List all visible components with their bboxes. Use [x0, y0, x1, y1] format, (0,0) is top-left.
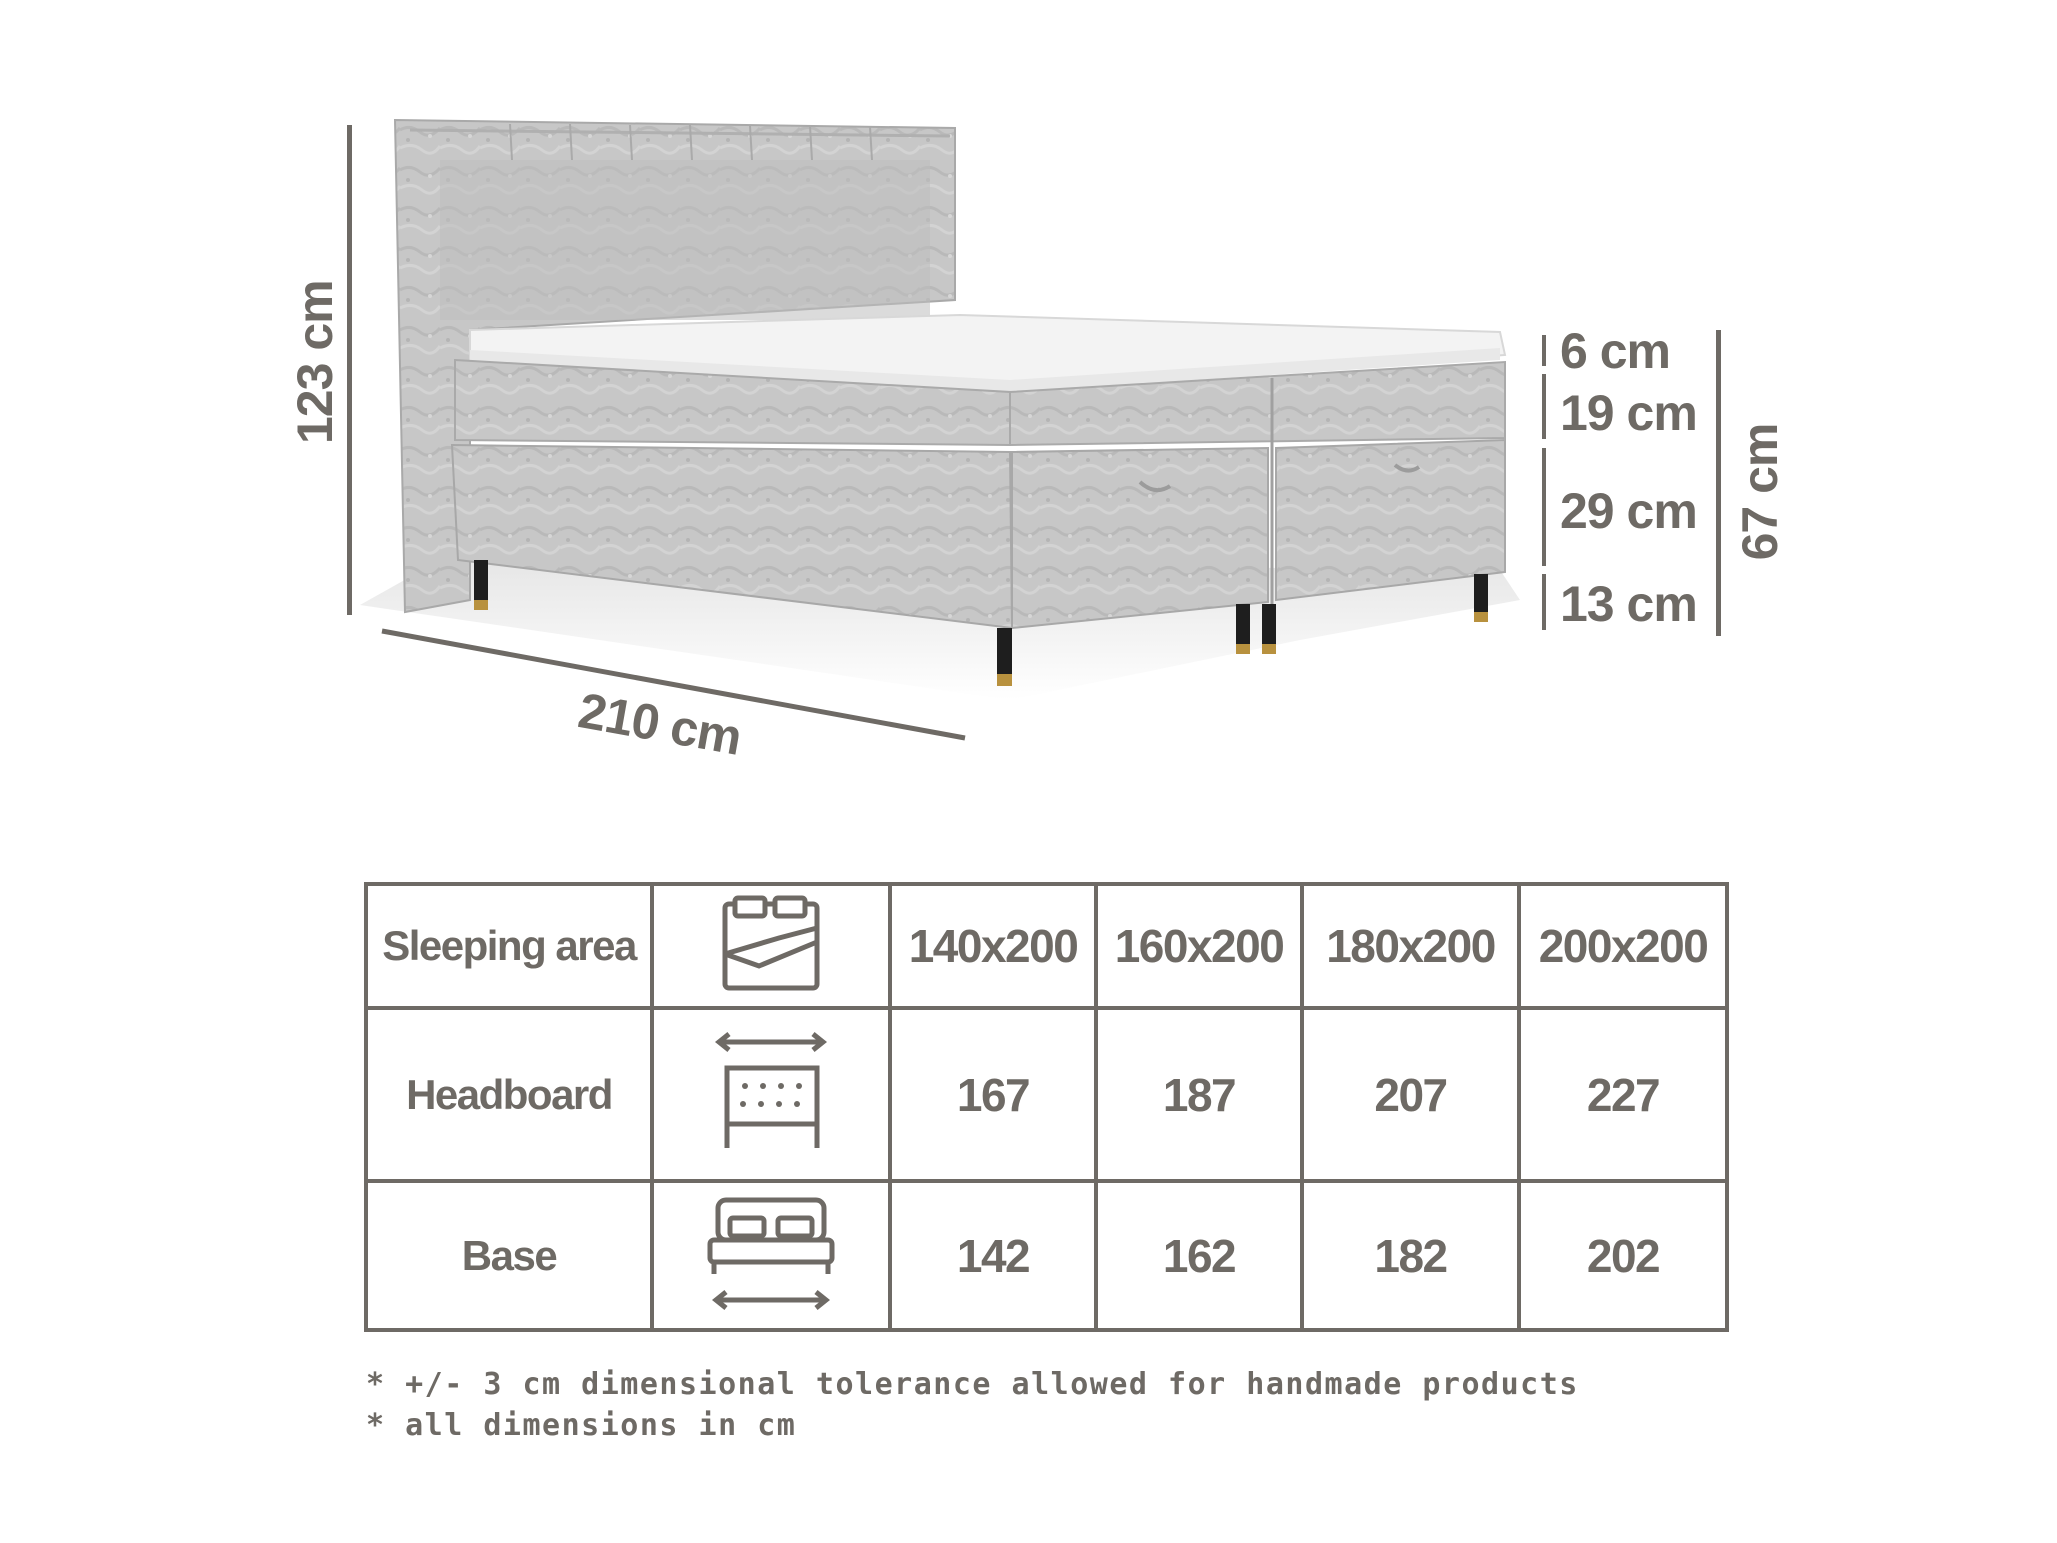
length-dimension-label: 210 cm: [574, 682, 746, 766]
row-label-base: Base: [366, 1181, 652, 1330]
row-label-sleeping-area: Sleeping area: [366, 884, 652, 1008]
cell-value: 207: [1302, 1008, 1519, 1181]
legs-dimension-line: [1542, 574, 1546, 630]
mattress-dimension-label: 19 cm: [1560, 385, 1697, 441]
bed-base-icon: [652, 1181, 890, 1330]
headboard-icon: [652, 1008, 890, 1181]
cell-value: 182: [1302, 1181, 1519, 1330]
mattress-dimension-line: [1542, 374, 1546, 439]
sleeping-area-icon: [652, 884, 890, 1008]
cell-value: 160x200: [1096, 884, 1302, 1008]
height-dimension-line: [347, 125, 352, 615]
table-row: [366, 1008, 1727, 1181]
legs-dimension-label: 13 cm: [1560, 576, 1697, 632]
base-height-dimension-label: 67 cm: [1732, 423, 1788, 561]
base-foot-right: [1276, 440, 1505, 600]
size-table: [364, 882, 1729, 1332]
topper-dimension-line: [1542, 335, 1546, 366]
cell-value: 227: [1519, 1008, 1727, 1181]
cell-value: 202: [1519, 1181, 1727, 1330]
units-note: * all dimensions in cm: [366, 1408, 797, 1443]
cell-value: 142: [890, 1181, 1096, 1330]
table-row: [366, 1181, 1727, 1330]
table-row: [366, 884, 1727, 1008]
topper-dimension-label: 6 cm: [1560, 323, 1670, 379]
row-label-headboard: Headboard: [366, 1008, 652, 1181]
base-foot-left: [1012, 448, 1268, 628]
base-dimension-label: 29 cm: [1560, 483, 1697, 539]
height-dimension-label: 123 cm: [287, 280, 343, 444]
base-height-dimension-line: [1716, 330, 1721, 636]
cell-value: 187: [1096, 1008, 1302, 1181]
cell-value: 200x200: [1519, 884, 1727, 1008]
cell-value: 180x200: [1302, 884, 1519, 1008]
cell-value: 167: [890, 1008, 1096, 1181]
cell-value: 162: [1096, 1181, 1302, 1330]
cell-value: 140x200: [890, 884, 1096, 1008]
tolerance-note: * +/- 3 cm dimensional tolerance allowed for handmade products: [366, 1367, 1579, 1402]
base-dimension-line: [1542, 448, 1546, 566]
